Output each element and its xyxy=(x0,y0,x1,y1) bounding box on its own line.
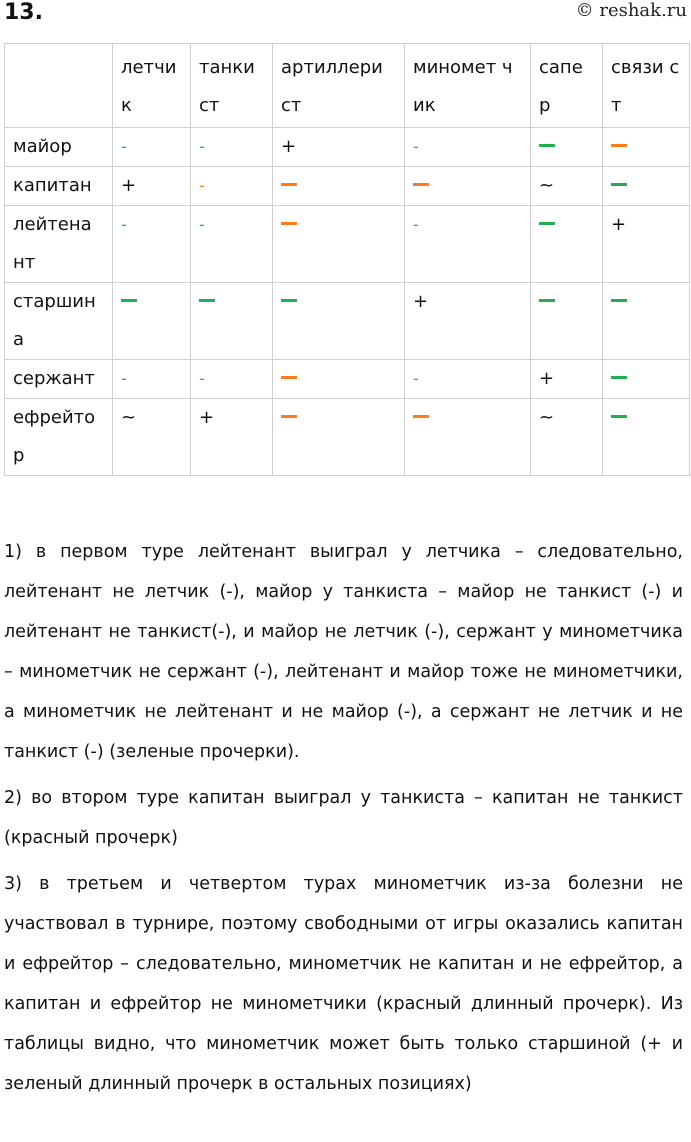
cell-symbol: + xyxy=(539,368,555,389)
header-cell-letchik: летчи к xyxy=(113,44,191,128)
table-cell xyxy=(191,360,273,399)
dash-mark-long-orange xyxy=(611,144,627,147)
cell-symbol: + xyxy=(611,214,627,235)
row-label: старшин а xyxy=(5,283,113,360)
page-header xyxy=(0,0,691,40)
dash-mark-long-green xyxy=(199,299,215,302)
header-cell-tankist: танки ст xyxy=(191,44,273,128)
dash-mark-long-orange xyxy=(281,222,297,225)
table-cell xyxy=(191,399,273,476)
table-cell xyxy=(405,128,531,167)
dash-mark-long-orange xyxy=(281,415,297,418)
cell-symbol: + xyxy=(281,136,297,157)
table-row xyxy=(5,206,690,283)
dash-mark-long-orange xyxy=(281,376,297,379)
paragraph-2: 2) во втором туре капитан выиграл у танкиста – капитан не танкист (красный прочерк) xyxy=(4,788,683,848)
dash-mark-long-orange xyxy=(413,183,429,186)
table-cell xyxy=(113,206,191,283)
table-cell xyxy=(191,128,273,167)
dash-mark-long-green xyxy=(539,222,555,225)
table-cell xyxy=(603,128,690,167)
dash-mark-long-green xyxy=(611,183,627,186)
cell-symbol: ~ xyxy=(121,407,137,428)
task-number: 13. xyxy=(4,0,43,25)
table-cell xyxy=(531,167,603,206)
table-cell xyxy=(273,206,405,283)
table-header-row xyxy=(5,44,690,128)
row-label: сержант xyxy=(5,360,113,399)
dash-mark-small-green: - xyxy=(413,369,419,388)
table-row xyxy=(5,360,690,399)
table-cell xyxy=(603,167,690,206)
table-cell xyxy=(405,206,531,283)
table-cell xyxy=(113,167,191,206)
dash-mark-small-green: - xyxy=(199,369,205,388)
dash-mark-long-green xyxy=(539,299,555,302)
dash-mark-small-green: - xyxy=(413,137,419,156)
header-cell-svyazist: связи ст xyxy=(603,44,690,128)
table-row xyxy=(5,128,690,167)
table-cell xyxy=(603,360,690,399)
dash-mark-long-green xyxy=(281,299,297,302)
table-cell xyxy=(531,128,603,167)
table-cell xyxy=(113,283,191,360)
table-cell xyxy=(113,399,191,476)
table-row xyxy=(5,283,690,360)
dash-mark-small-green: - xyxy=(121,215,127,234)
dash-mark-long-green xyxy=(121,299,137,302)
dash-mark-small-green: - xyxy=(199,215,205,234)
table-cell xyxy=(405,283,531,360)
paragraph-3: 3) в третьем и четвертом турах минометчик из-за болезни не участвовал в турнире, поэтому свободными от игры оказались капитан и ефрейтор – следовательно, минометчик не капитан и не ефрейтор, а капитан и ефрейтор не минометчики (красный длинный прочерк). Из таблицы видно, что минометчик может быть только старшиной (+ и зеленый длинный прочерк в остальных позициях) xyxy=(4,874,683,1094)
dash-mark-small-green: - xyxy=(121,369,127,388)
cell-symbol: ~ xyxy=(539,175,555,196)
dash-mark-long-green xyxy=(539,144,555,147)
table-cell xyxy=(191,283,273,360)
table-cell xyxy=(191,206,273,283)
table-cell xyxy=(603,399,690,476)
cell-symbol: + xyxy=(121,175,137,196)
row-label: майор xyxy=(5,128,113,167)
table-cell xyxy=(531,283,603,360)
table-cell xyxy=(405,399,531,476)
dash-mark-small-green: - xyxy=(199,137,205,156)
cell-symbol: + xyxy=(413,291,429,312)
dash-mark-long-green xyxy=(611,299,627,302)
table-cell xyxy=(603,283,690,360)
paragraph-1: 1) в первом туре лейтенант выиграл у летчика – следовательно, лейтенант не летчик (-), майор у танкиста – майор не танкист (-) и лейтенант не танкист(-), и майор не летчик (-), сержант у минометчика – минометчик не сержант (-), лейтенант и майор тоже не минометчики, а минометчик не лейтенант и не майор (-), а сержант не летчик и не танкист (-) (зеленые прочерки). xyxy=(4,542,683,762)
dash-mark-long-orange xyxy=(281,183,297,186)
table-cell xyxy=(603,206,690,283)
table-cell xyxy=(405,360,531,399)
table-cell xyxy=(273,399,405,476)
dash-mark-small-green: - xyxy=(413,215,419,234)
header-cell-artillerist: артиллери ст xyxy=(273,44,405,128)
table-cell xyxy=(191,167,273,206)
header-cell-minometchik: миномет чик xyxy=(405,44,531,128)
row-label: лейтена нт xyxy=(5,206,113,283)
table-body xyxy=(5,128,690,476)
table-cell xyxy=(531,399,603,476)
cell-symbol: ~ xyxy=(539,407,555,428)
table-row xyxy=(5,399,690,476)
dash-mark-long-green xyxy=(611,376,627,379)
solution-text xyxy=(4,532,683,1110)
table-cell xyxy=(273,128,405,167)
dash-mark-small-green: - xyxy=(121,137,127,156)
dash-mark-long-green xyxy=(611,415,627,418)
table-cell xyxy=(531,360,603,399)
header-cell-saper: сапе р xyxy=(531,44,603,128)
table-cell xyxy=(273,283,405,360)
cell-symbol: + xyxy=(199,407,215,428)
row-label: капитан xyxy=(5,167,113,206)
table-row xyxy=(5,167,690,206)
table-cell xyxy=(273,167,405,206)
row-label: ефрейто р xyxy=(5,399,113,476)
watermark: © reshak.ru xyxy=(575,0,687,21)
header-cell-corner xyxy=(5,44,113,128)
table-cell xyxy=(113,128,191,167)
dash-mark-small-orange: - xyxy=(199,176,205,195)
table-cell xyxy=(405,167,531,206)
table-cell xyxy=(531,206,603,283)
table-cell xyxy=(273,360,405,399)
table-cell xyxy=(113,360,191,399)
logic-table xyxy=(4,43,690,476)
dash-mark-long-orange xyxy=(413,415,429,418)
